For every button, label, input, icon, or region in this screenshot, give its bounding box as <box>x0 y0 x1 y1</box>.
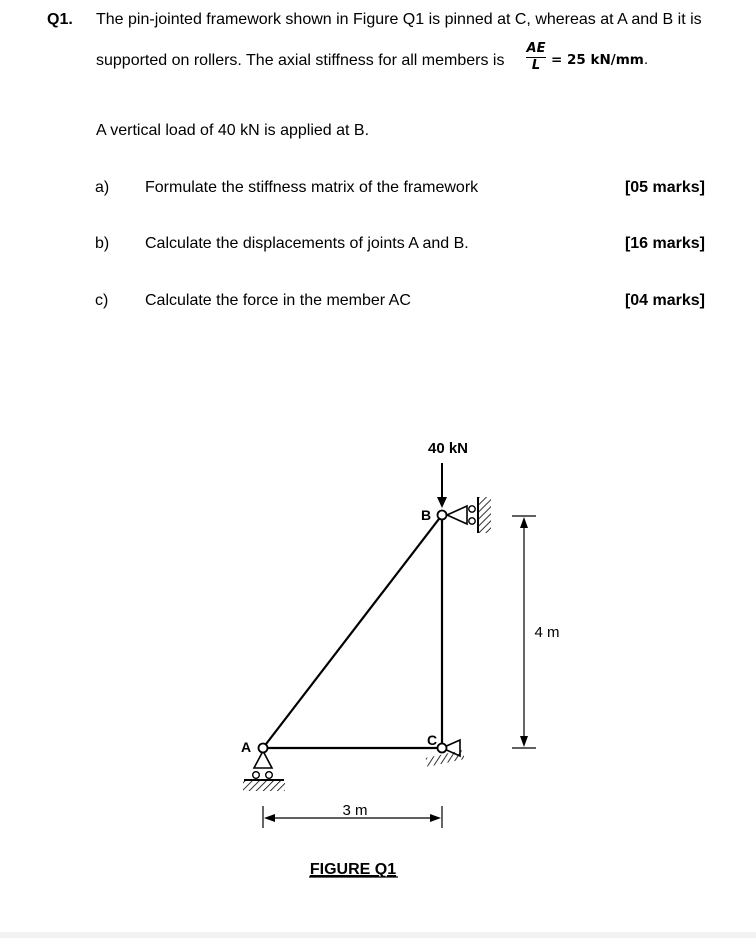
height-label: 4 m <box>534 624 560 641</box>
part-c-label: c) <box>95 292 109 309</box>
joint-a-label: A <box>240 739 252 755</box>
load-arrow <box>437 463 447 508</box>
part-c-text: Calculate the force in the member AC <box>145 292 411 309</box>
joint-b-label: B <box>420 507 432 523</box>
part-b-label: b) <box>95 235 110 252</box>
part-a-marks: [05 marks] <box>624 179 705 196</box>
question-intro-line1: The pin-jointed framework shown in Figure Q1 is pinned at C, whereas at A and B it is <box>96 11 702 28</box>
stiffness-numerator: AE <box>526 41 546 56</box>
stiffness-denominator: L <box>531 58 541 73</box>
part-a-text: Formulate the stiffness matrix of the framework <box>145 179 479 196</box>
load-statement: A vertical load of 40 kN is applied at B. <box>96 122 370 139</box>
part-b-text: Calculate the displacements of joints A and B. <box>145 235 469 252</box>
question-intro-line2: supported on rollers. The axial stiffness for all members is <box>96 52 505 69</box>
part-c-marks: [04 marks] <box>624 292 705 309</box>
height-dimension <box>512 516 536 748</box>
stiffness-period: . <box>643 52 649 68</box>
figure-caption: FIGURE Q1 <box>309 861 397 878</box>
page-footer-strip <box>0 932 756 938</box>
part-b-marks: [16 marks] <box>624 235 705 252</box>
part-a-label: a) <box>95 179 110 196</box>
joint-c-label: C <box>426 732 438 748</box>
member-ab <box>263 515 442 748</box>
joint-a <box>259 744 268 753</box>
width-label: 3 m <box>342 802 368 819</box>
load-label: 40 kN <box>427 440 469 457</box>
question-number: Q1. <box>47 11 73 28</box>
joint-b <box>438 511 447 520</box>
joint-c <box>438 744 447 753</box>
roller-support-a <box>243 751 285 791</box>
roller-support-b <box>447 497 491 533</box>
stiffness-value: = 25 kN/mm. <box>551 52 649 68</box>
